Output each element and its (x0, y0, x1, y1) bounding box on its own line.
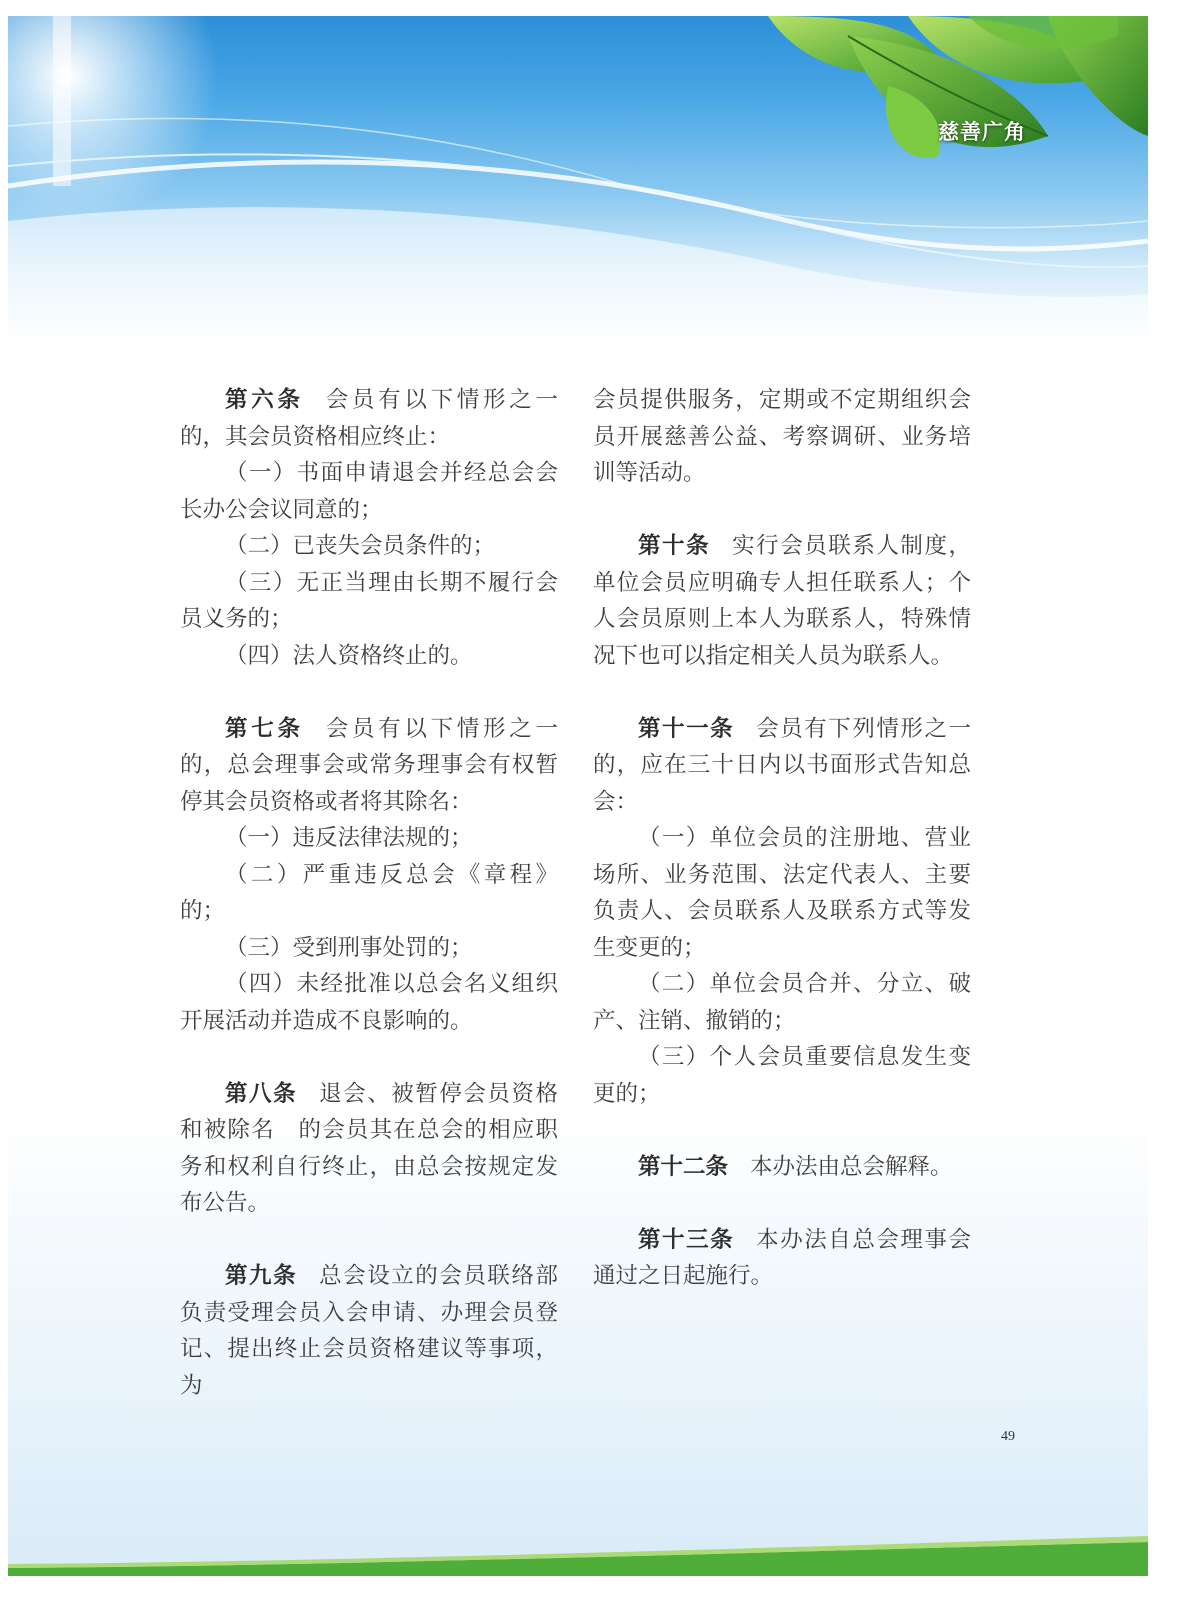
header-banner (8, 16, 1148, 346)
paragraph-text: （一）违反法律法规的； (225, 825, 473, 851)
article-number: 第十条 (638, 533, 711, 559)
clause-item (593, 1039, 971, 1112)
paragraph-text: （一）书面申请退会并经总会会长办公会议同意的； (180, 460, 558, 523)
paragraph-text: 会员有以下情形之一的，总会理事会或常务理事会有权暂停其会员资格或者将其除名： (180, 715, 558, 815)
article-paragraph (180, 1076, 558, 1222)
article-number: 第十三条 (638, 1226, 735, 1253)
paragraph-text: 会员提供服务，定期或不定期组织会员开展慈善公益、考察调研、业务培训等活动。 (593, 387, 971, 486)
clause-item (180, 638, 558, 675)
paragraph-text: （四）法人资格终止的。 (225, 642, 473, 669)
paragraph-text: 本办法由总会解释。 (750, 1153, 953, 1180)
paragraph-text: （三）个人会员重要信息发生变更的； (593, 1044, 971, 1107)
continued-paragraph (593, 382, 971, 492)
article-number: 第十二条 (638, 1153, 729, 1180)
article-number: 第九条 (225, 1263, 298, 1289)
right-text-column (593, 382, 971, 1295)
article-paragraph (180, 382, 558, 455)
clause-item (180, 528, 558, 565)
sun-glow (8, 16, 218, 226)
article-paragraph (593, 528, 971, 674)
page-number: 49 (1001, 1429, 1015, 1444)
paragraph-text: （四）未经批准以总会名义组织开展活动并造成不良影响的。 (180, 971, 558, 1034)
article-paragraph (180, 711, 558, 821)
paragraph-text: （二）单位会员合并、分立、破产、注销、撤销的； (593, 971, 971, 1034)
paragraph-text: （二）已丧失会员条件的； (225, 533, 496, 559)
article-paragraph (593, 711, 971, 821)
clause-item (180, 857, 558, 930)
paragraph-text: （三）无正当理由长期不履行会员义务的； (180, 569, 558, 632)
article-number: 第七条 (225, 715, 304, 742)
banner-artwork (8, 16, 1148, 346)
paragraph-text: （一）单位会员的注册地、营业场所、业务范围、法定代表人、主要负责人、会员联系人及联系方式等发生变更的； (593, 825, 971, 961)
paragraph-text: 会员有下列情形之一的，应在三十日内以书面形式告知总会： (593, 715, 971, 815)
article-paragraph (593, 1149, 971, 1186)
paragraph-text: （二）严重违反总会《章程》的； (180, 861, 558, 924)
article-number: 第六条 (225, 387, 304, 413)
magazine-page (8, 16, 1148, 1576)
left-text-column (180, 382, 558, 1404)
footer-grass-strip (8, 1516, 1148, 1576)
clause-item (180, 930, 558, 967)
clause-item (180, 820, 558, 857)
article-paragraph (593, 1222, 971, 1295)
paragraph-text: （三）受到刑事处罚的； (225, 934, 473, 961)
paragraph-text: 退会、被暂停会员资格和被除名 的会员其在总会的相应职务和权利自行终止，由总会按规定发布公告。 (180, 1080, 558, 1216)
article-number: 第十一条 (638, 715, 735, 742)
clause-item (180, 966, 558, 1039)
clause-item (180, 565, 558, 638)
article-paragraph (180, 1258, 558, 1404)
paragraph-text: 总会设立的会员联络部负责受理会员入会申请、办理会员登记、提出终止会员资格建议等事项，为 (180, 1263, 558, 1399)
paragraph-text: 本办法自总会理事会通过之日起施行。 (593, 1226, 971, 1289)
clause-item (180, 455, 558, 528)
paragraph-text: 实行会员联系人制度，单位会员应明确专人担任联系人；个人会员原则上本人为联系人，特殊情况下也可以指定相关人员为联系人。 (593, 533, 971, 669)
article-number: 第八条 (225, 1080, 298, 1107)
section-title: 慈善广角 (938, 120, 1026, 144)
paragraph-text: 会员有以下情形之一的，其会员资格相应终止： (180, 387, 558, 450)
clause-item (593, 966, 971, 1039)
clause-item (593, 820, 971, 966)
